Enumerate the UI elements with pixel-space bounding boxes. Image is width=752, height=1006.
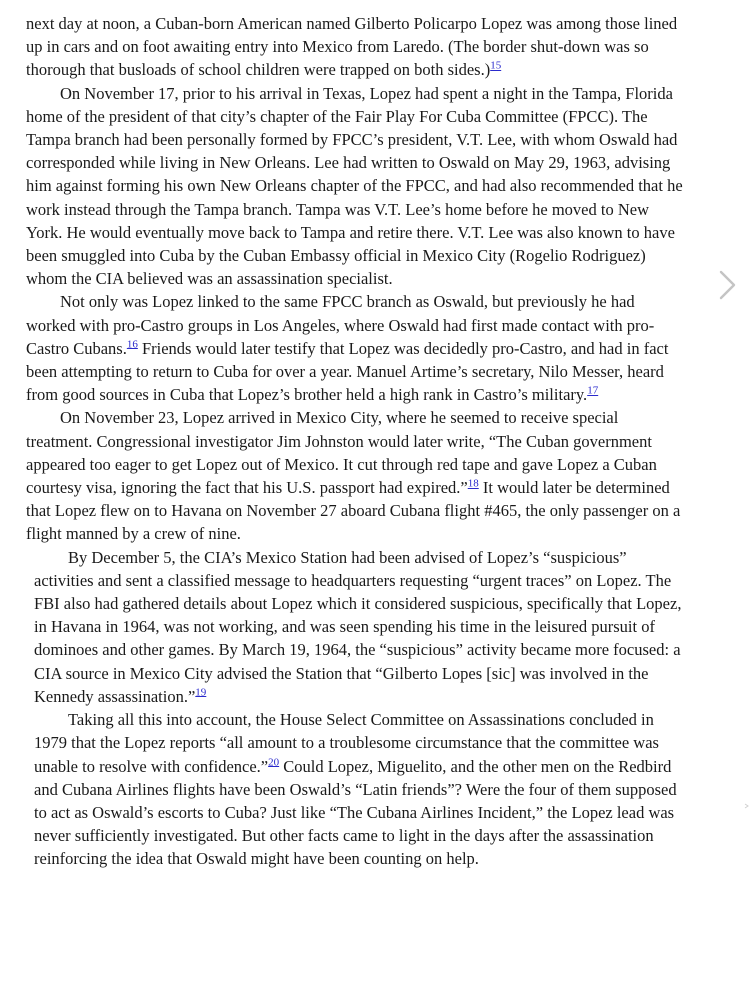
paragraph-text: On November 23, Lopez arrived in Mexico City, where he seemed to receive special treatment. Congressional investigator Jim Johnston would later write, “The Cuban government appeared too eager to get Lopez out of Mexico. It cut through red tape and gave Lopez a Cuban courtesy visa, ignoring the fact that his U.S. passport had expired.” bbox=[26, 408, 657, 498]
paragraph-1 bbox=[26, 12, 684, 82]
paragraph-5 bbox=[34, 546, 684, 708]
footnote-link-16[interactable]: 16 bbox=[126, 338, 138, 351]
paragraph-text: By December 5, the CIA’s Mexico Station had been advised of Lopez’s “suspicious” activities and sent a classified message to headquarters requesting “urgent traces” on Lopez. The FBI also had gathered details about Lopez which it considered suspicious, specifically that Lopez, in Havana in 1964, was not working, and was seen spending his time in the leisured pursuit of dominoes and other games. By March 19, 1964, the “suspicious” activity became more focused: a CIA source in Mexico City advised the Station that “Gilberto Lopes [sic] was involved in the Kennedy assassination.” bbox=[34, 547, 682, 706]
paragraph-6 bbox=[34, 708, 684, 870]
footnote-link-19[interactable]: 19 bbox=[195, 686, 207, 699]
paragraph-text: next day at noon, a Cuban-born American named Gilberto Policarpo Lopez was among those lined up in cars and on foot awaiting entry into Mexico from Laredo. (The border shut-down was so thorough that busloads of school children were trapped on both sides.) bbox=[26, 14, 678, 80]
paragraph-4 bbox=[26, 406, 684, 545]
paragraph-text: Taking all this into account, the House Select Committee on Assassinations concluded in 1979 that the Lopez reports “all amount to a troublesome circumstance that the committee was unable to resolve with confidence.” bbox=[34, 710, 659, 776]
paragraph-2 bbox=[26, 82, 684, 291]
paragraph-3 bbox=[26, 290, 684, 406]
footnote-link-18[interactable]: 18 bbox=[467, 477, 479, 490]
footnote-link-17[interactable]: 17 bbox=[587, 384, 599, 397]
paragraph-text: On November 17, prior to his arrival in Texas, Lopez had spent a night in the Tampa, Florida home of the president of that city’s chapter of the Fair Play For Cuba Committee (FPCC). The Tampa branch had been personally formed by FPCC’s president, V.T. Lee, with whom Oswald had corresponded while living in New Orleans. Lee had written to Oswald on May 29, 1963, advising him against forming his own New Orleans chapter of the FPCC, and had also recommended that he work instead through the Tampa branch. Tampa was V.T. Lee’s home before he moved to New York. He would eventually move back to Tampa and retire there. V.T. Lee was also known to have been smuggled into Cuba by the Cuban Embassy official in Mexico City (Rogelio Rodriguez) whom the CIA believed was an assassination specialist. bbox=[26, 83, 683, 289]
footnote-link-15[interactable]: 15 bbox=[490, 59, 502, 72]
chevron-right-icon bbox=[712, 268, 742, 302]
footnote-link-20[interactable]: 20 bbox=[268, 756, 280, 768]
next-page-button[interactable] bbox=[712, 268, 742, 302]
paragraph-text: Not only was Lopez linked to the same FPCC branch as Oswald, but previously he had worked with pro-Castro groups in Los Angeles, where Oswald had first made contact with pro-Castro Cubans. bbox=[26, 292, 655, 358]
scroll-edge-icon bbox=[744, 792, 750, 798]
paragraph-text: Friends would later testify that Lopez was decidedly pro-Castro, and had in fact been attempting to return to Cuba for over a year. Manuel Artime’s secretary, Nilo Messer, heard from good sources in Cuba that Lopez’s brother held a high rank in Castro’s military. bbox=[26, 338, 669, 405]
paragraph-text: It would later be determined that Lopez flew on to Havana on November 27 aboard Cubana flight #465, the only passenger on a flight manned by a crew of nine. bbox=[26, 478, 681, 544]
text-section-lower bbox=[34, 546, 684, 871]
page-text bbox=[26, 12, 684, 871]
paragraph-text: Could Lopez, Miguelito, and the other men on the Redbird and Cubana Airlines flights have been Oswald’s “Latin friends”? Were the four of them supposed to act as Oswald’s escorts to Cuba? Just like “The Cubana Airlines Incident,” the Lopez lead was never sufficiently investigated. But other facts came to light in the days after the assassination reinforcing the idea that Oswald might have been counting on help. bbox=[34, 756, 677, 869]
